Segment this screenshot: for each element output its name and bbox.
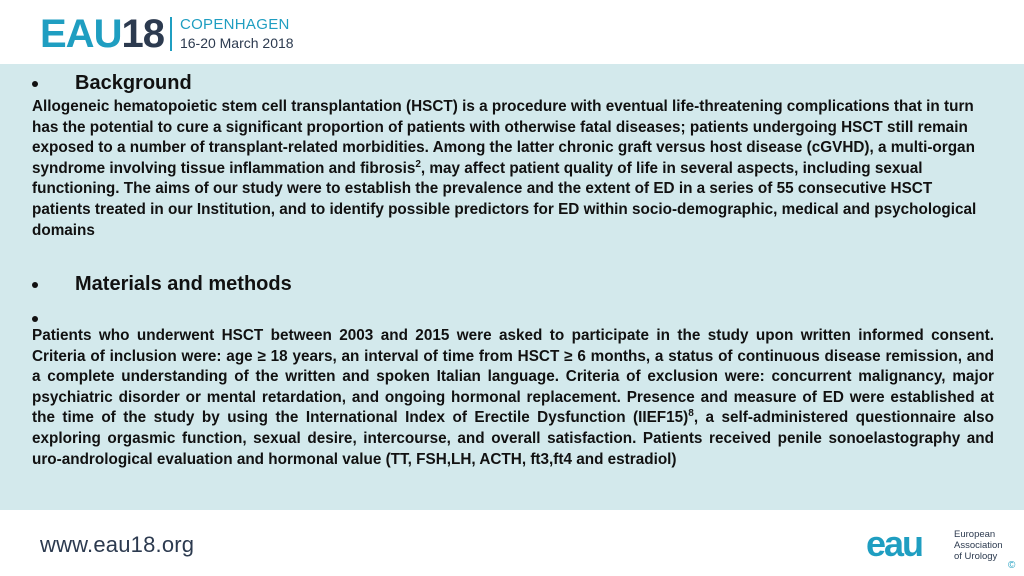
eau-org-line3: of Urology — [954, 551, 998, 562]
background-text-rest: , may affect patient quality of life in several aspects, including sexual functioning. The aims of our study were to establish the prevalence and the extent of ED in a series of 55 consecutive HSCT patients treated in our Institution, and to identify possible predictors for ED within socio-demographic, medical and psychological domains — [32, 159, 977, 239]
background-title: Background — [75, 72, 192, 94]
copyright-icon: © — [1008, 560, 1016, 571]
methods-heading — [32, 273, 292, 296]
logo-divider — [170, 17, 172, 51]
content-panel — [0, 64, 1024, 510]
methods-title: Materials and methods — [75, 273, 292, 295]
logo-city: COPENHAGEN — [179, 16, 290, 33]
eau-org-line2: Association — [954, 540, 1003, 551]
logo-event-info — [180, 16, 294, 52]
methods-paragraph — [32, 326, 994, 470]
eau-org-line1: European — [954, 529, 996, 540]
logo-year-text: 18 — [121, 12, 164, 56]
eau-org-logo-icon — [866, 526, 946, 562]
bullet-icon — [32, 282, 38, 288]
background-ref: 2 — [415, 158, 421, 170]
methods-text-rest: , a self-administered questionnaire also exploring orgasmic function, sexual desire, intercourse, and overall satisfaction. Patients received penile sonoelastography and uro-andrological evaluation and hormonal value (TT, FSH,LH, ACTH, ft3,ft4 and estradiol) — [32, 409, 995, 468]
background-paragraph — [32, 97, 994, 241]
eau-logo-text: eau — [866, 526, 923, 562]
methods-text-main: Patients who underwent HSCT between 2003 and 2015 were asked to participate in the study upon written informed consent. Criteria of inclusion were: age ≥ 18 years, an interval of time from HSCT ≥ 6 months, a status of continuous disease remission, and a complete understanding of the written and spoken Italian language. Criteria of exclusion were: concurrent malignancy, major psychiatric disorder or mental retardation, and ongoing hormonal replacement. Presence and measure of ED were established at the time of the study by using the International Index of Erectile Dysfunction (IIEF15) — [32, 327, 994, 427]
logo-wordmark — [40, 14, 164, 54]
empty-bullet-icon — [32, 316, 38, 322]
eau18-logo — [40, 14, 294, 54]
methods-ref: 8 — [688, 408, 694, 420]
eau-org-name — [954, 529, 1003, 562]
bullet-icon — [32, 81, 38, 87]
background-heading — [32, 72, 192, 95]
logo-dates: 16-20 March 2018 — [179, 35, 294, 51]
background-text-main: Allogeneic hematopoietic stem cell transplantation (HSCT) is a procedure with eventual life-threatening complications that in turn has the potential to cure a significant proportion of patients with otherwise fatal diseases; patients undergoing HSCT still remain exposed to a number of transplant-related morbidities. Among the latter chronic graft versus host disease (cGVHD), a multi-organ syndrome involving tissue inflammation and fibrosis — [32, 98, 975, 177]
logo-eau-text: EAU — [40, 12, 122, 56]
header — [0, 0, 1024, 64]
website-url: www.eau18.org — [40, 532, 195, 557]
